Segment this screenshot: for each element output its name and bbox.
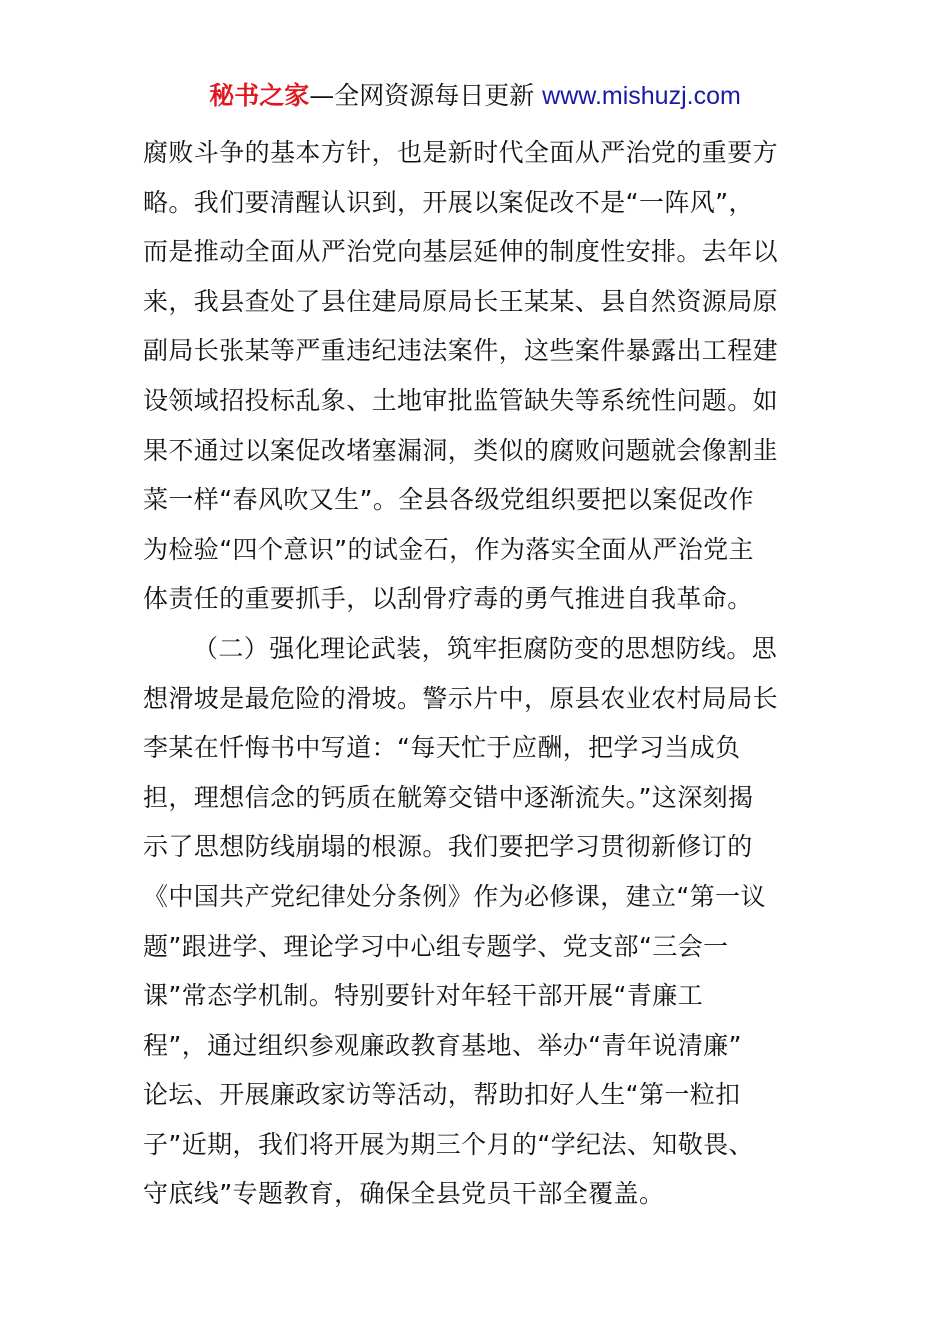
- text-line: 李某在忏悔书中写道：“每天忙于应酬，把学习当成负: [143, 733, 741, 763]
- text-line: 示了思想防线崩塌的根源。我们要把学习贯彻新修订的: [143, 832, 753, 862]
- text-line: 《中国共产党纪律处分条例》作为必修课，建立“第一议: [143, 881, 766, 911]
- text-line: 论坛、开展廉政家访等活动，帮助扣好人生“第一粒扣: [143, 1080, 741, 1110]
- section-heading-line: （二）强化理论武装，筑牢拒腐防变的思想防线。思: [193, 633, 778, 663]
- text-line: 副局长张某等严重违纪违法案件，这些案件暴露出工程建: [143, 336, 779, 366]
- text-line: 子”近期，我们将开展为期三个月的“学纪法、知敬畏、: [143, 1129, 754, 1159]
- text-line: 守底线”专题教育，确保全县党员干部全覆盖。: [143, 1179, 665, 1209]
- site-header: [0, 80, 950, 112]
- text-line: 而是推动全面从严治党向基层延伸的制度性安排。去年以: [143, 237, 779, 267]
- text-line: 腐败斗争的基本方针，也是新时代全面从严治党的重要方: [143, 138, 779, 167]
- site-url[interactable]: www.mishuzj.com: [542, 82, 741, 110]
- text-line: 果不通过以案促改堵塞漏洞，类似的腐败问题就会像割韭: [143, 435, 779, 465]
- text-line: 为检验“四个意识”的试金石，作为落实全面从严治党主: [143, 534, 754, 564]
- site-tagline: —全网资源每日更新: [309, 81, 543, 110]
- document-body: [143, 128, 808, 1219]
- text-line: 课”常态学机制。特别要针对年轻干部开展“青廉工: [143, 981, 704, 1011]
- text-line: 程”，通过组织参观廉政教育基地、举办“青年说清廉”: [143, 1030, 742, 1060]
- text-line: 来，我县查处了县住建局原局长王某某、县自然资源局原: [143, 286, 779, 316]
- site-brand: 秘书之家: [209, 81, 310, 110]
- text-line: 担，理想信念的钙质在觥筹交错中逐渐流失。”这深刻揭: [143, 782, 754, 812]
- text-line: 略。我们要清醒认识到，开展以案促改不是“一阵风”，: [143, 187, 754, 217]
- text-line: 体责任的重要抓手，以刮骨疗毒的勇气推进自我革命。: [143, 584, 753, 614]
- text-line: 想滑坡是最危险的滑坡。警示片中，原县农业农村局局长: [143, 683, 779, 713]
- text-line: 设领域招投标乱象、土地审批监管缺失等系统性问题。如: [143, 385, 779, 415]
- text-line: 菜一样“春风吹又生”。全县各级党组织要把以案促改作: [143, 485, 754, 515]
- text-line: 题”跟进学、理论学习中心组专题学、党支部“三会一: [143, 931, 729, 961]
